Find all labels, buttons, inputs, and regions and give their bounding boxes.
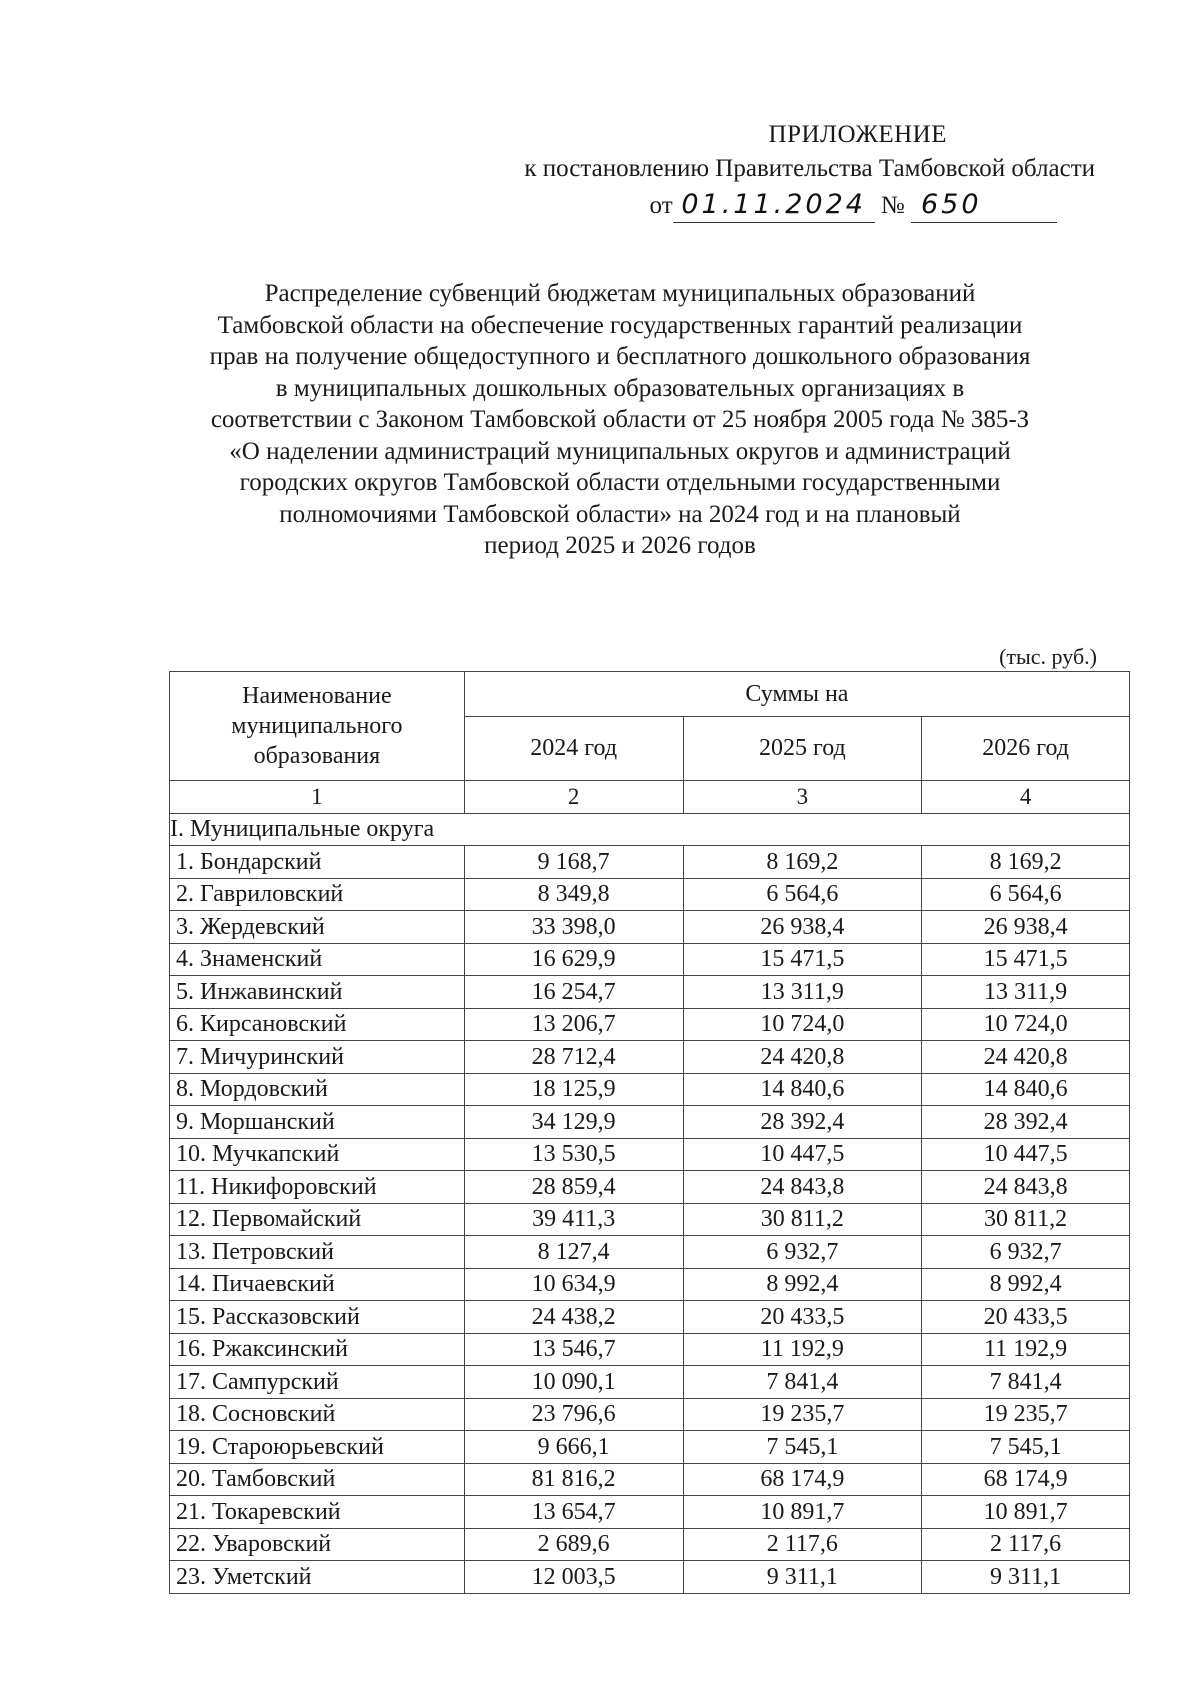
table-row [170, 1236, 1130, 1269]
amount-2026-cell: 8 169,2 [922, 846, 1130, 879]
amount-2025-cell: 6 932,7 [683, 1236, 922, 1269]
amount-2024-cell: 8 127,4 [464, 1236, 683, 1269]
municipality-name-cell: 20. Тамбовский [170, 1463, 465, 1496]
amount-2024-cell: 8 349,8 [464, 878, 683, 911]
column-header-2025: 2025 год [683, 717, 922, 781]
table-row [170, 976, 1130, 1009]
municipality-name-cell: 7. Мичуринский [170, 1041, 465, 1074]
table-row [170, 1073, 1130, 1106]
municipality-name-cell: 4. Знаменский [170, 943, 465, 976]
appendix-block [455, 118, 1095, 223]
amount-2025-cell: 6 564,6 [683, 878, 922, 911]
amount-2025-cell: 8 169,2 [683, 846, 922, 879]
amount-2024-cell: 16 629,9 [464, 943, 683, 976]
table-row [170, 943, 1130, 976]
heading-line: Тамбовской области на обеспечение государственных гарантий реализации [217, 311, 1023, 339]
amount-2024-cell: 9 168,7 [464, 846, 683, 879]
section-title: I. Муниципальные округа [170, 814, 1130, 846]
section-row [170, 814, 1130, 846]
index-cell: 3 [683, 781, 922, 814]
amount-2026-cell: 8 992,4 [922, 1268, 1130, 1301]
amount-2024-cell: 9 666,1 [464, 1431, 683, 1464]
amount-2025-cell: 7 841,4 [683, 1366, 922, 1399]
municipality-name-cell: 17. Сампурский [170, 1366, 465, 1399]
amount-2026-cell: 28 392,4 [922, 1106, 1130, 1139]
amount-2026-cell: 11 192,9 [922, 1333, 1130, 1366]
amount-2026-cell: 15 471,5 [922, 943, 1130, 976]
amount-2026-cell: 7 841,4 [922, 1366, 1130, 1399]
municipality-name-cell: 13. Петровский [170, 1236, 465, 1269]
amount-2025-cell: 24 843,8 [683, 1171, 922, 1204]
amount-2026-cell: 10 891,7 [922, 1496, 1130, 1529]
appendix-subtitle: к постановлению Правительства Тамбовской области [524, 155, 1095, 182]
municipality-name-cell: 8. Мордовский [170, 1073, 465, 1106]
handwritten-number: 650 [911, 188, 1057, 223]
handwritten-date: 01.11.2024 [673, 188, 875, 223]
amount-2025-cell: 11 192,9 [683, 1333, 922, 1366]
column-header-2024: 2024 год [464, 717, 683, 781]
amount-2026-cell: 10 724,0 [922, 1008, 1130, 1041]
municipality-name-cell: 22. Уваровский [170, 1528, 465, 1561]
table-row [170, 1203, 1130, 1236]
table-row [170, 1398, 1130, 1431]
municipality-name-cell: 10. Мучкапский [170, 1138, 465, 1171]
amount-2025-cell: 20 433,5 [683, 1301, 922, 1334]
amount-2026-cell: 30 811,2 [922, 1203, 1130, 1236]
column-header-sums: Суммы на [464, 672, 1129, 717]
amount-2024-cell: 12 003,5 [464, 1561, 683, 1594]
index-cell: 4 [922, 781, 1130, 814]
amount-2025-cell: 19 235,7 [683, 1398, 922, 1431]
municipality-name-cell: 11. Никифоровский [170, 1171, 465, 1204]
amount-2026-cell: 6 564,6 [922, 878, 1130, 911]
table-row [170, 911, 1130, 944]
budget-table [169, 671, 1130, 1594]
amount-2025-cell: 28 392,4 [683, 1106, 922, 1139]
amount-2025-cell: 13 311,9 [683, 976, 922, 1009]
heading-line: полномочиями Тамбовской области» на 2024 год и на плановый [279, 500, 961, 528]
amount-2026-cell: 9 311,1 [922, 1561, 1130, 1594]
heading-line: городских округов Тамбовской области отдельными государственными [239, 469, 1001, 496]
heading-line: период 2025 и 2026 годов [484, 532, 756, 559]
municipality-name-cell: 3. Жердевский [170, 911, 465, 944]
amount-2025-cell: 26 938,4 [683, 911, 922, 944]
amount-2024-cell: 24 438,2 [464, 1301, 683, 1334]
index-cell: 1 [170, 781, 465, 814]
municipality-name-cell: 15. Рассказовский [170, 1301, 465, 1334]
amount-2024-cell: 34 129,9 [464, 1106, 683, 1139]
amount-2024-cell: 13 546,7 [464, 1333, 683, 1366]
amount-2024-cell: 33 398,0 [464, 911, 683, 944]
table-row [170, 1301, 1130, 1334]
amount-2025-cell: 14 840,6 [683, 1073, 922, 1106]
municipality-name-cell: 12. Первомайский [170, 1203, 465, 1236]
amount-2026-cell: 24 420,8 [922, 1041, 1130, 1074]
amount-2025-cell: 10 447,5 [683, 1138, 922, 1171]
table-row [170, 1431, 1130, 1464]
amount-2024-cell: 18 125,9 [464, 1073, 683, 1106]
table-row [170, 1496, 1130, 1529]
table-row [170, 1008, 1130, 1041]
table-row [170, 1333, 1130, 1366]
amount-2026-cell: 7 545,1 [922, 1431, 1130, 1464]
appendix-title: ПРИЛОЖЕНИЕ [768, 121, 947, 148]
amount-2024-cell: 13 530,5 [464, 1138, 683, 1171]
amount-2026-cell: 24 843,8 [922, 1171, 1130, 1204]
amount-2025-cell: 68 174,9 [683, 1463, 922, 1496]
amount-2024-cell: 10 090,1 [464, 1366, 683, 1399]
municipality-name-cell: 1. Бондарский [170, 846, 465, 879]
amount-2025-cell: 10 724,0 [683, 1008, 922, 1041]
amount-2025-cell: 10 891,7 [683, 1496, 922, 1529]
amount-2026-cell: 68 174,9 [922, 1463, 1130, 1496]
units-label: (тыс. руб.) [999, 644, 1097, 669]
amount-2026-cell: 13 311,9 [922, 976, 1130, 1009]
amount-2024-cell: 81 816,2 [464, 1463, 683, 1496]
municipality-name-cell: 2. Гавриловский [170, 878, 465, 911]
municipality-name-cell: 23. Уметский [170, 1561, 465, 1594]
heading-line: соответствии с Законом Тамбовской области от 25 ноября 2005 года № 385-З [210, 406, 1030, 433]
amount-2026-cell: 10 447,5 [922, 1138, 1130, 1171]
column-header-name: Наименование муниципального образования [170, 672, 465, 781]
amount-2026-cell: 26 938,4 [922, 911, 1130, 944]
amount-2025-cell: 9 311,1 [683, 1561, 922, 1594]
number-prefix: № [880, 192, 905, 219]
document-heading [170, 278, 1070, 562]
municipality-name-cell: 14. Пичаевский [170, 1268, 465, 1301]
amount-2024-cell: 16 254,7 [464, 976, 683, 1009]
index-cell: 2 [464, 781, 683, 814]
amount-2026-cell: 14 840,6 [922, 1073, 1130, 1106]
heading-line: прав на получение общедоступного и бесплатного дошкольного образования [209, 343, 1031, 370]
amount-2024-cell: 28 859,4 [464, 1171, 683, 1204]
date-prefix: от [649, 192, 673, 219]
heading-line: Распределение субвенций бюджетам муниципальных образований [264, 280, 976, 307]
heading-line: в муниципальных дошкольных образовательных организациях в [275, 374, 965, 402]
table-row [170, 1463, 1130, 1496]
municipality-name-cell: 16. Ржаксинский [170, 1333, 465, 1366]
table-row [170, 1041, 1130, 1074]
index-row [170, 781, 1130, 814]
table-row [170, 846, 1130, 879]
amount-2024-cell: 13 206,7 [464, 1008, 683, 1041]
table-row [170, 878, 1130, 911]
municipality-name-cell: 18. Сосновский [170, 1398, 465, 1431]
municipality-name-cell: 5. Инжавинский [170, 976, 465, 1009]
amount-2026-cell: 19 235,7 [922, 1398, 1130, 1431]
municipality-name-cell: 21. Токаревский [170, 1496, 465, 1529]
table-row [170, 1171, 1130, 1204]
amount-2024-cell: 10 634,9 [464, 1268, 683, 1301]
column-header-2026: 2026 год [922, 717, 1130, 781]
amount-2025-cell: 24 420,8 [683, 1041, 922, 1074]
table-row [170, 1366, 1130, 1399]
amount-2024-cell: 39 411,3 [464, 1203, 683, 1236]
amount-2025-cell: 8 992,4 [683, 1268, 922, 1301]
amount-2024-cell: 28 712,4 [464, 1041, 683, 1074]
amount-2026-cell: 6 932,7 [922, 1236, 1130, 1269]
amount-2026-cell: 2 117,6 [922, 1528, 1130, 1561]
heading-line: «О наделении администраций муниципальных округов и администраций [229, 437, 1011, 465]
amount-2025-cell: 15 471,5 [683, 943, 922, 976]
amount-2024-cell: 23 796,6 [464, 1398, 683, 1431]
table-row [170, 1106, 1130, 1139]
municipality-name-cell: 9. Моршанский [170, 1106, 465, 1139]
municipality-name-cell: 19. Староюрьевский [170, 1431, 465, 1464]
appendix-date-line [455, 188, 1095, 223]
table-row [170, 1528, 1130, 1561]
amount-2026-cell: 20 433,5 [922, 1301, 1130, 1334]
table-row [170, 1138, 1130, 1171]
amount-2025-cell: 7 545,1 [683, 1431, 922, 1464]
amount-2025-cell: 2 117,6 [683, 1528, 922, 1561]
table-row [170, 1268, 1130, 1301]
amount-2024-cell: 13 654,7 [464, 1496, 683, 1529]
amount-2024-cell: 2 689,6 [464, 1528, 683, 1561]
amount-2025-cell: 30 811,2 [683, 1203, 922, 1236]
municipality-name-cell: 6. Кирсановский [170, 1008, 465, 1041]
table-row [170, 1561, 1130, 1594]
